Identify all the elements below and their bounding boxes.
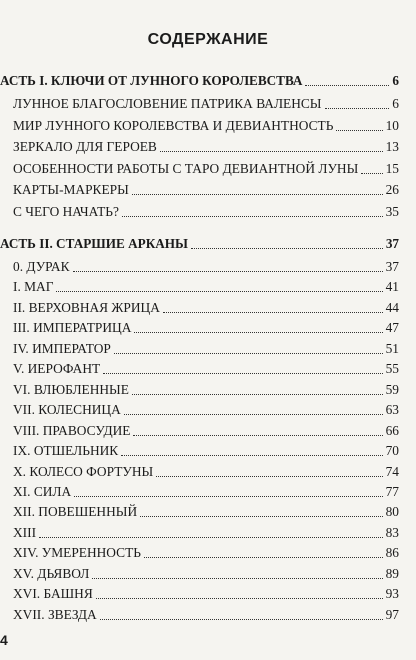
dot-leader	[336, 130, 383, 131]
toc-entry	[0, 94, 416, 114]
toc-entry	[0, 318, 416, 338]
dot-leader	[103, 373, 383, 374]
toc-entry-page: 86	[384, 543, 399, 563]
dot-leader	[144, 557, 383, 558]
toc-entry	[0, 298, 416, 318]
dot-leader	[132, 394, 383, 395]
toc-entry-page: 59	[384, 380, 399, 400]
toc-entry	[0, 400, 416, 420]
toc-entry	[0, 502, 416, 522]
dot-leader	[163, 312, 383, 313]
toc-entry-page: 66	[384, 421, 399, 441]
toc-entry-page: 37	[384, 257, 399, 277]
toc-entry-title: 0. ДУРАК	[13, 257, 72, 277]
toc-entry	[0, 277, 416, 297]
dot-leader	[133, 435, 383, 436]
toc-part-heading	[0, 234, 416, 254]
toc-entry-page: 55	[384, 359, 399, 379]
toc-entry-title: XI. СИЛА	[13, 482, 73, 502]
toc-entry-page: 47	[384, 318, 399, 338]
toc-entry	[0, 523, 416, 543]
page-number: 4	[0, 632, 8, 648]
toc-entry	[0, 462, 416, 482]
toc-entry-page: 41	[384, 277, 399, 297]
toc-entry	[0, 605, 416, 625]
toc-entry-title: VI. ВЛЮБЛЕННЫЕ	[13, 380, 131, 400]
toc-entry-title: XIV. УМЕРЕННОСТЬ	[13, 543, 143, 563]
page-title: СОДЕРЖАНИЕ	[147, 31, 269, 48]
dot-leader	[96, 598, 383, 599]
dot-leader	[92, 578, 383, 579]
dot-leader	[73, 271, 383, 272]
toc-entry-page: 44	[384, 298, 399, 318]
toc-entry-title: МИР ЛУННОГО КОРОЛЕВСТВА И ДЕВИАНТНОСТЬ	[13, 116, 335, 136]
toc-entry	[0, 159, 416, 179]
toc-entry-page: 15	[384, 159, 399, 179]
toc-entry-page: 83	[384, 523, 399, 543]
dot-leader	[56, 291, 383, 292]
toc-entry-title: АСТЬ II. СТАРШИЕ АРКАНЫ	[0, 234, 190, 254]
toc-entry-title: VIII. ПРАВОСУДИЕ	[13, 421, 132, 441]
toc-entry-page: 63	[384, 400, 399, 420]
toc-entry	[0, 543, 416, 563]
dot-leader	[191, 248, 383, 249]
toc-entry-page: 6	[390, 94, 399, 114]
toc-entry-page: 37	[384, 234, 399, 254]
toc-entry-title: ЗЕРКАЛО ДЛЯ ГЕРОЕВ	[13, 137, 159, 157]
toc-entry	[0, 584, 416, 604]
dot-leader	[100, 619, 383, 620]
toc-entry-title: XV. ДЬЯВОЛ	[13, 564, 91, 584]
toc-entry-title: IV. ИМПЕРАТОР	[13, 339, 113, 359]
dot-leader	[325, 108, 389, 109]
toc-entry-title: XVI. БАШНЯ	[13, 584, 95, 604]
toc-entry-title: VII. КОЛЕСНИЦА	[13, 400, 123, 420]
toc-entry	[0, 441, 416, 461]
dot-leader	[124, 414, 383, 415]
dot-leader	[74, 496, 383, 497]
dot-leader	[134, 332, 383, 333]
toc-entry	[0, 137, 416, 157]
toc-entry-page: 70	[384, 441, 399, 461]
toc-entry-page: 51	[384, 339, 399, 359]
toc-entry-title: С ЧЕГО НАЧАТЬ?	[13, 202, 121, 222]
toc-entry	[0, 421, 416, 441]
dot-leader	[39, 537, 383, 538]
toc-entry-title: X. КОЛЕСО ФОРТУНЫ	[13, 462, 155, 482]
toc-entry-page: 74	[384, 462, 399, 482]
toc-entry-title: I. МАГ	[13, 277, 55, 297]
toc-entry-title: XII. ПОВЕШЕННЫЙ	[13, 502, 139, 522]
toc-entry-page: 35	[384, 202, 399, 222]
toc-entry	[0, 339, 416, 359]
toc-entry	[0, 564, 416, 584]
toc-entry-title: XVII. ЗВЕЗДА	[13, 605, 99, 625]
toc-entry-page: 93	[384, 584, 399, 604]
dot-leader	[121, 455, 383, 456]
toc-entry-page: 80	[384, 502, 399, 522]
toc-entry-title: IX. ОТШЕЛЬНИК	[13, 441, 120, 461]
toc-entry-page: 6	[390, 71, 399, 91]
toc-entry-title: АСТЬ I. КЛЮЧИ ОТ ЛУННОГО КОРОЛЕВСТВА	[0, 71, 304, 91]
toc-entry	[0, 482, 416, 502]
toc-entry	[0, 180, 416, 200]
dot-leader	[114, 353, 383, 354]
toc-entry-page: 77	[384, 482, 399, 502]
toc-entry-page: 26	[384, 180, 399, 200]
toc-entry-title: XIII	[13, 523, 38, 543]
toc-entry-title: II. ВЕРХОВНАЯ ЖРИЦА	[13, 298, 162, 318]
toc-entry	[0, 380, 416, 400]
dot-leader	[122, 216, 383, 217]
toc-entry	[0, 202, 416, 222]
toc-entry-page: 97	[384, 605, 399, 625]
dot-leader	[361, 173, 383, 174]
toc-entry-title: III. ИМПЕРАТРИЦА	[13, 318, 133, 338]
dot-leader	[305, 85, 389, 86]
toc-entry-title: ЛУННОЕ БЛАГОСЛОВЕНИЕ ПАТРИКА ВАЛЕНСЫ	[13, 94, 324, 114]
toc-entry-title: ОСОБЕННОСТИ РАБОТЫ С ТАРО ДЕВИАНТНОЙ ЛУНЫ	[13, 159, 360, 179]
toc-part-heading	[0, 71, 416, 91]
dot-leader	[156, 476, 383, 477]
toc-entry-page: 13	[384, 137, 399, 157]
toc-entry	[0, 359, 416, 379]
dot-leader	[132, 194, 383, 195]
toc-entry-title: КАРТЫ-МАРКЕРЫ	[13, 180, 131, 200]
toc-entry	[0, 257, 416, 277]
toc-entry-title: V. ИЕРОФАНТ	[13, 359, 102, 379]
dot-leader	[140, 516, 383, 517]
toc-entry-page: 10	[384, 116, 399, 136]
dot-leader	[160, 151, 383, 152]
toc-entry-page: 89	[384, 564, 399, 584]
toc-entry	[0, 116, 416, 136]
